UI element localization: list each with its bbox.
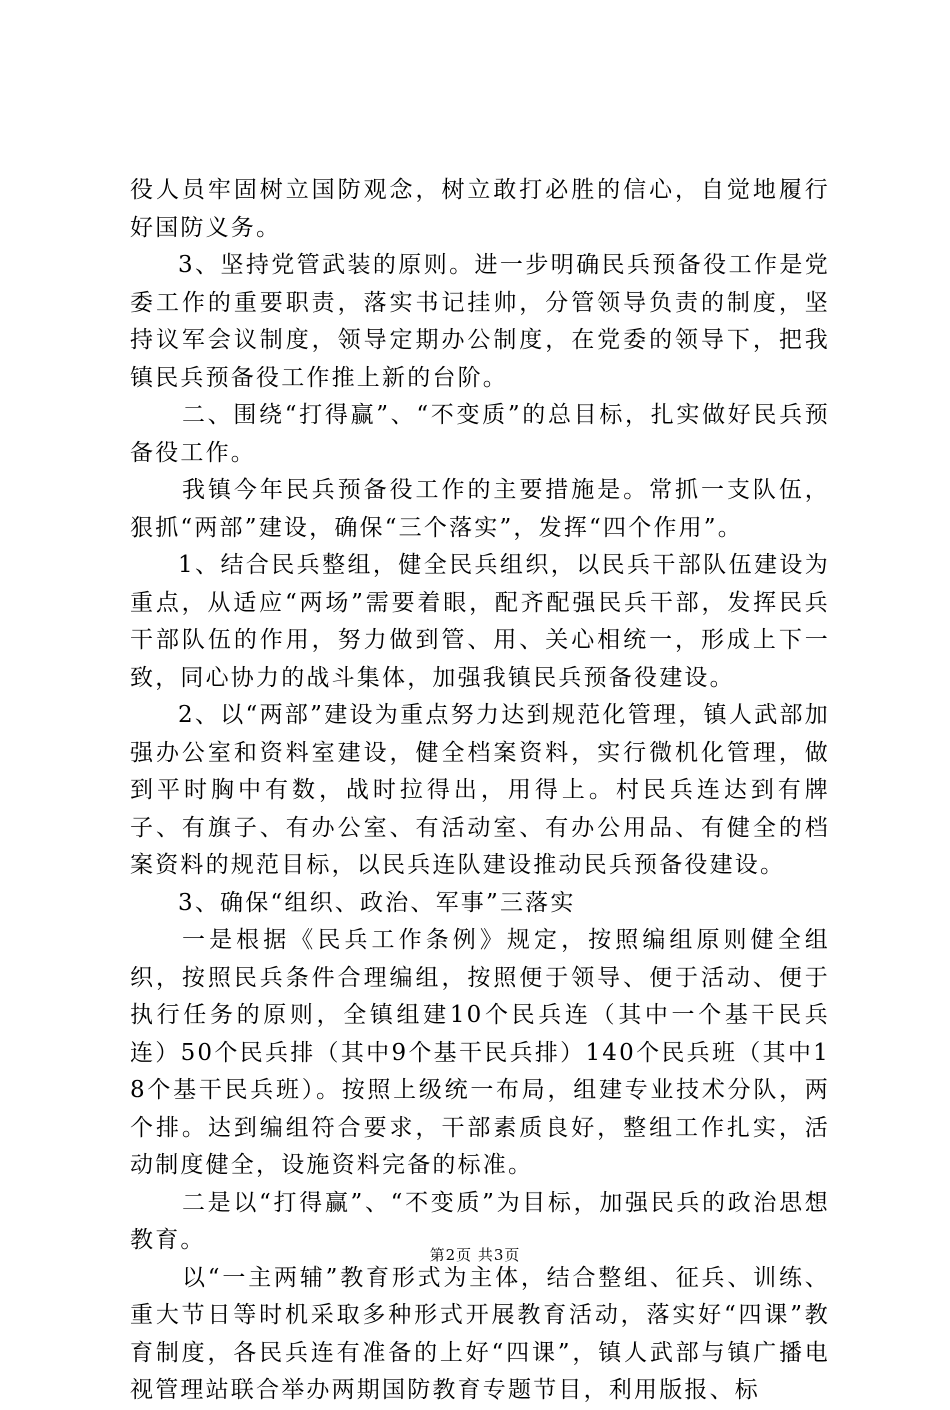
paragraph-item-three-heading: 3、确保“组织、政治、军事”三落实: [178, 889, 576, 916]
document-body: [130, 172, 830, 1410]
paragraph-party-control: 3、坚持党管武装的原则。进一步明确民兵预备役工作是党委工作的重要职责，落实书记挂帅，分管领导负责的制度，坚持议军会议制度，领导定期办公制度，在党委的领导下，把我镇民兵预备役工作推上新的台阶。: [130, 252, 830, 391]
paragraph-main-measures: 我镇今年民兵预备役工作的主要措施是。常抓一支队伍，狠抓“两部”建设，确保“三个落实”，发挥“四个作用”。: [130, 477, 830, 541]
page-number-footer: 第2页 共3页: [429, 1246, 521, 1264]
paragraph-item-one: 1、结合民兵整组，健全民兵组织，以民兵干部队伍建设为重点，从适应“两场”需要着眼，配齐配强民兵干部，发挥民兵干部队伍的作用，努力做到管、用、关心相统一，形成上下一致，同心协力的战斗集体，加强我镇民兵预备役建设。: [130, 552, 830, 691]
paragraph-section-two-heading: 二、围绕“打得赢”、“不变质”的总目标，扎实做好民兵预备役工作。: [130, 402, 830, 466]
paragraph-organization: 一是根据《民兵工作条例》规定，按照编组原则健全组织，按照民兵条件合理编组，按照便于领导、便于活动、便于执行任务的原则，全镇组建10个民兵连（其中一个基干民兵连）50个民兵排（其中9个基干民兵排）140个民兵班（其中18个基干民兵班）。按照上级统一布局，组建专业技术分队，两个排。达到编组符合要求，干部素质良好，整组工作扎实，活动制度健全，设施资料完备的标准。: [130, 927, 830, 1178]
paragraph-political-education: 二是以“打得赢”、“不变质”为目标，加强民兵的政治思想教育。: [130, 1189, 830, 1253]
paragraph-item-two: 2、以“两部”建设为重点努力达到规范化管理，镇人武部加强办公室和资料室建设，健全档案资料，实行微机化管理，做到平时胸中有数，战时拉得出，用得上。村民兵连达到有牌子、有旗子、有办公室、有活动室、有办公用品、有健全的档案资料的规范目标，以民兵连队建设推动民兵预备役建设。: [130, 702, 830, 878]
paragraph-education-forms: 以“一主两辅”教育形式为主体，结合整组、征兵、训练、重大节日等时机采取多种形式开展教育活动，落实好“四课”教育制度，各民兵连有准备的上好“四课”，镇人武部与镇广播电视管理站联合举办两期国防教育专题节目，利用版报、标: [130, 1264, 830, 1403]
paragraph-continuation: 役人员牢固树立国防观念，树立敢打必胜的信心，自觉地履行好国防义务。: [130, 177, 830, 241]
